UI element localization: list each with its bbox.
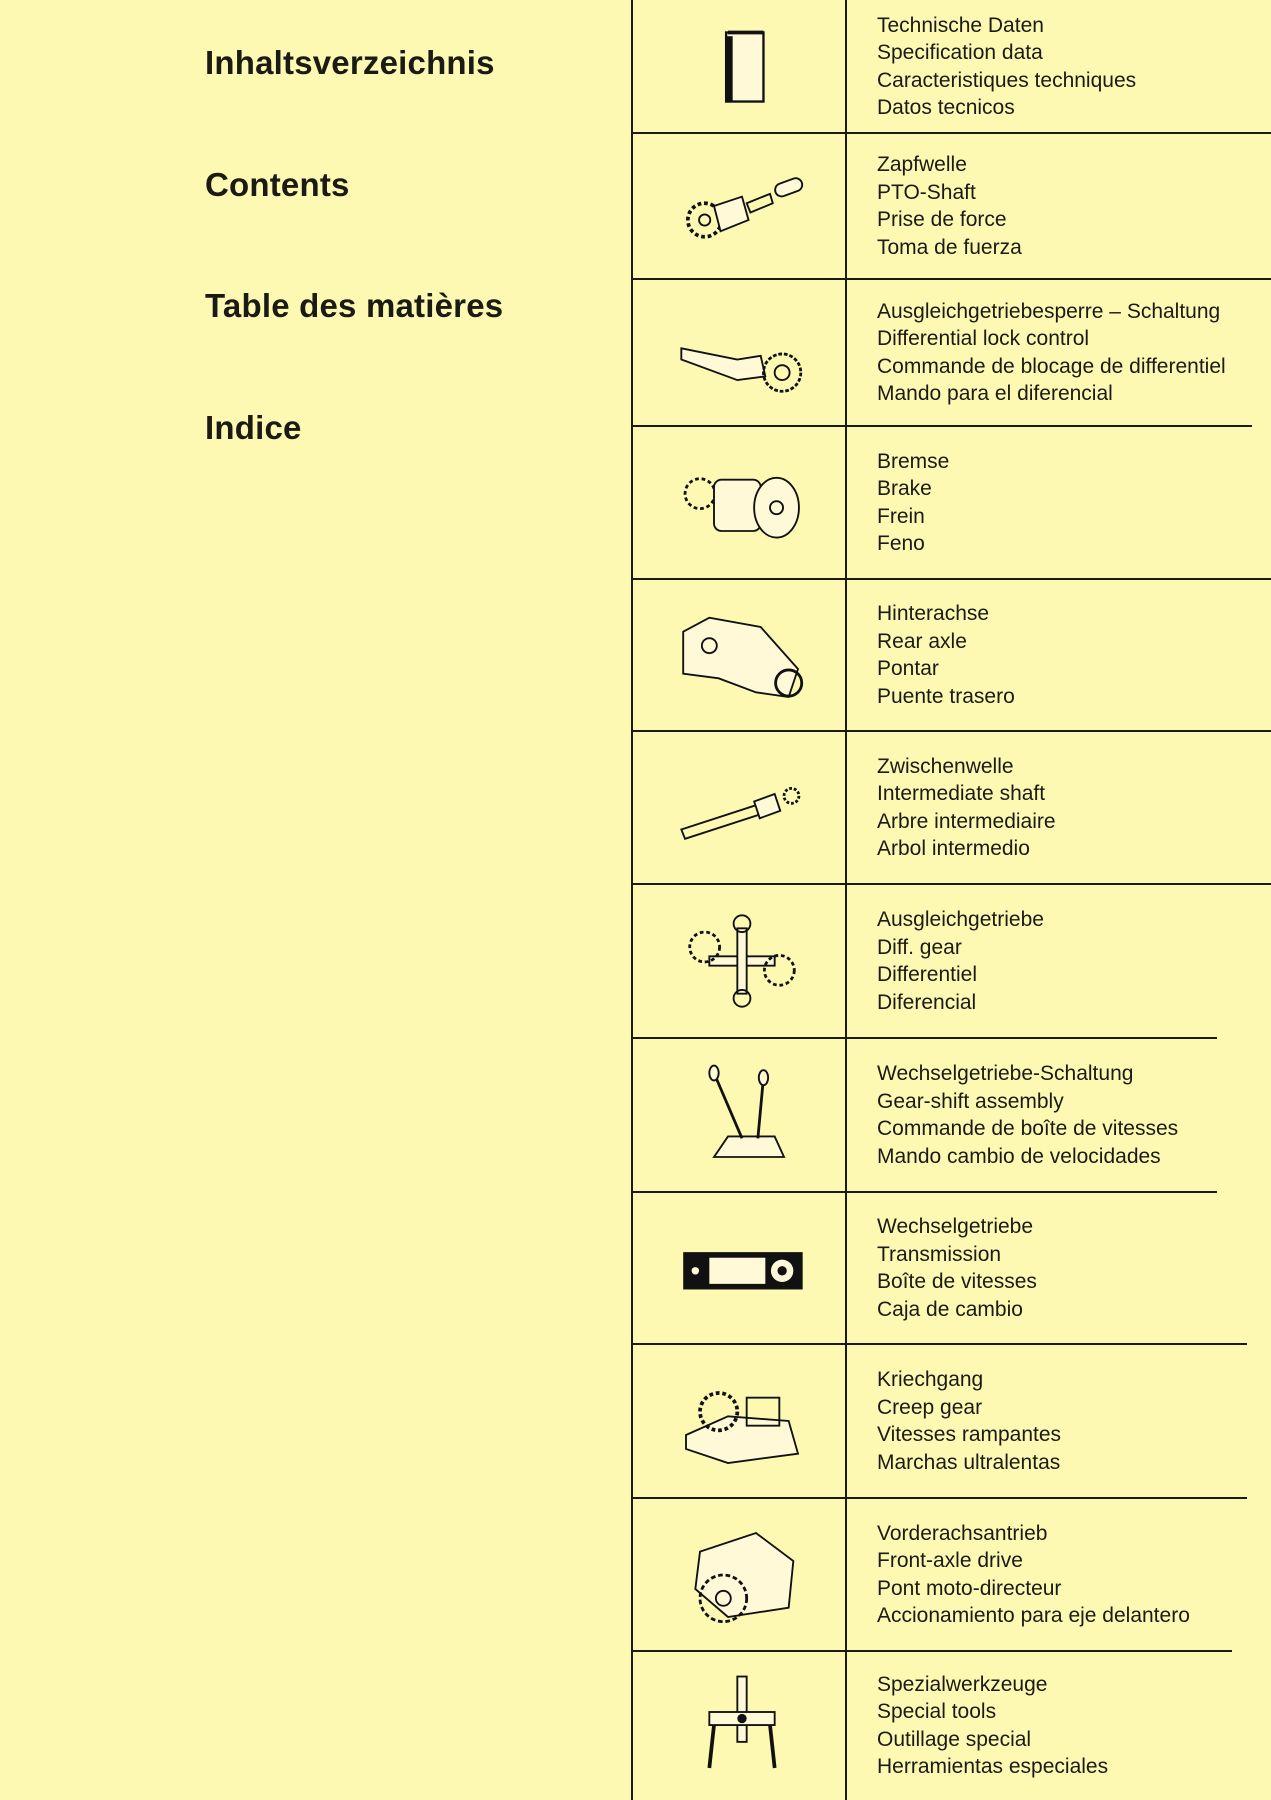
section-titles <box>877 884 1044 1038</box>
front-axle-drive-icon <box>672 1498 812 1651</box>
contents-row <box>632 1498 1271 1651</box>
contents-row <box>632 1038 1271 1192</box>
section-title-line: Pont moto-directeur <box>877 1576 1062 1600</box>
section-title-line: Commande de boîte de vitesses <box>877 1117 1179 1140</box>
section-title-line: Technische Daten <box>877 13 1044 37</box>
section-title-line: Diferencial <box>877 990 977 1014</box>
differential-lock-icon <box>672 279 812 426</box>
section-title-line: Specification data <box>877 41 1043 64</box>
section-title-line: Datos tecnicos <box>877 96 1015 119</box>
section-titles <box>877 426 949 579</box>
book-icon <box>672 0 812 133</box>
section-title-line: Vitesses rampantes <box>877 1423 1062 1446</box>
section-titles <box>877 1498 1190 1651</box>
special-tools-icon <box>672 1651 812 1800</box>
section-title-line: Zwischenwelle <box>877 754 1014 778</box>
section-title-line: Intermediate shaft <box>877 782 1046 805</box>
section-title-line: Bremse <box>877 449 950 473</box>
contents-row <box>632 0 1271 133</box>
contents-row <box>632 1192 1271 1344</box>
section-title-line: Creep gear <box>877 1395 983 1419</box>
gear-shift-icon <box>672 1038 812 1192</box>
section-titles <box>877 731 1056 884</box>
section-title-line: Wechselgetriebe-Schaltung <box>877 1062 1134 1085</box>
contents-row <box>632 731 1271 884</box>
contents-row <box>632 884 1271 1038</box>
contents-row <box>632 1651 1271 1800</box>
section-title-line: Mando para el diferencial <box>877 382 1113 405</box>
section-title-line: Herramientas especiales <box>877 1755 1109 1778</box>
section-title-line: Caja de cambio <box>877 1297 1023 1321</box>
rear-axle-icon <box>672 579 812 731</box>
brake-icon <box>672 426 812 579</box>
section-title-line: PTO-Shaft <box>877 180 976 204</box>
section-title-line: Gear-shift assembly <box>877 1089 1064 1113</box>
section-title-line: Wechselgetriebe <box>877 1215 1034 1238</box>
section-title-line: Commande de blocage de differentiel <box>877 354 1226 378</box>
section-titles <box>877 1651 1108 1800</box>
section-title-line: Mando cambio de velocidades <box>877 1144 1161 1168</box>
heading-german: Inhaltsverzeichnis <box>205 44 495 81</box>
heading-french: Table des matières <box>205 287 504 324</box>
section-title-line: Rear axle <box>877 629 967 653</box>
section-title-line: Brake <box>877 477 932 500</box>
section-title-line: Kriechgang <box>877 1368 984 1391</box>
section-title-line: Boîte de vitesses <box>877 1270 1037 1293</box>
contents-row <box>632 279 1271 426</box>
transmission-icon <box>672 1192 812 1344</box>
section-title-line: Zapfwelle <box>877 153 967 176</box>
pto-shaft-icon <box>672 133 812 279</box>
section-titles <box>877 133 1022 279</box>
section-title-line: Toma de fuerza <box>877 235 1022 259</box>
section-title-line: Accionamiento para eje delantero <box>877 1604 1190 1627</box>
section-title-line: Differential lock control <box>877 327 1090 350</box>
section-title-line: Arbre intermediaire <box>877 809 1056 833</box>
intermediate-shaft-icon <box>672 731 812 884</box>
section-title-line: Differentiel <box>877 963 977 986</box>
section-title-line: Frein <box>877 504 925 528</box>
section-title-line: Spezialwerkzeuge <box>877 1672 1048 1696</box>
section-titles <box>877 579 1015 731</box>
contents-row <box>632 1344 1271 1498</box>
section-titles <box>877 279 1226 426</box>
section-title-line: Marchas ultralentas <box>877 1450 1061 1474</box>
section-title-line: Hinterachse <box>877 602 990 625</box>
contents-row <box>632 133 1271 279</box>
section-titles <box>877 1038 1178 1192</box>
section-titles <box>877 1344 1061 1498</box>
section-titles <box>877 0 1136 133</box>
section-title-line: Ausgleichgetriebesperre – Schaltung <box>877 299 1221 323</box>
contents-row <box>632 579 1271 731</box>
section-title-line: Ausgleichgetriebe <box>877 908 1044 931</box>
section-title-line: Vorderachsantrieb <box>877 1521 1048 1545</box>
creep-gear-icon <box>672 1344 812 1498</box>
section-title-line: Outillage special <box>877 1727 1032 1751</box>
section-title-line: Arbol intermedio <box>877 837 1030 860</box>
section-title-line: Feno <box>877 532 925 555</box>
section-title-line: Diff. gear <box>877 935 962 959</box>
section-title-line: Puente trasero <box>877 684 1015 708</box>
heading-english: Contents <box>205 166 350 203</box>
differential-gear-icon <box>672 884 812 1038</box>
contents-row <box>632 426 1271 579</box>
section-title-line: Transmission <box>877 1242 1002 1266</box>
section-title-line: Front-axle drive <box>877 1549 1023 1572</box>
section-title-line: Caracteristiques techniques <box>877 68 1137 92</box>
section-title-line: Special tools <box>877 1700 997 1723</box>
section-title-line: Pontar <box>877 657 939 680</box>
heading-spanish: Indice <box>205 409 302 446</box>
section-title-line: Prise de force <box>877 208 1007 231</box>
section-titles <box>877 1192 1037 1344</box>
